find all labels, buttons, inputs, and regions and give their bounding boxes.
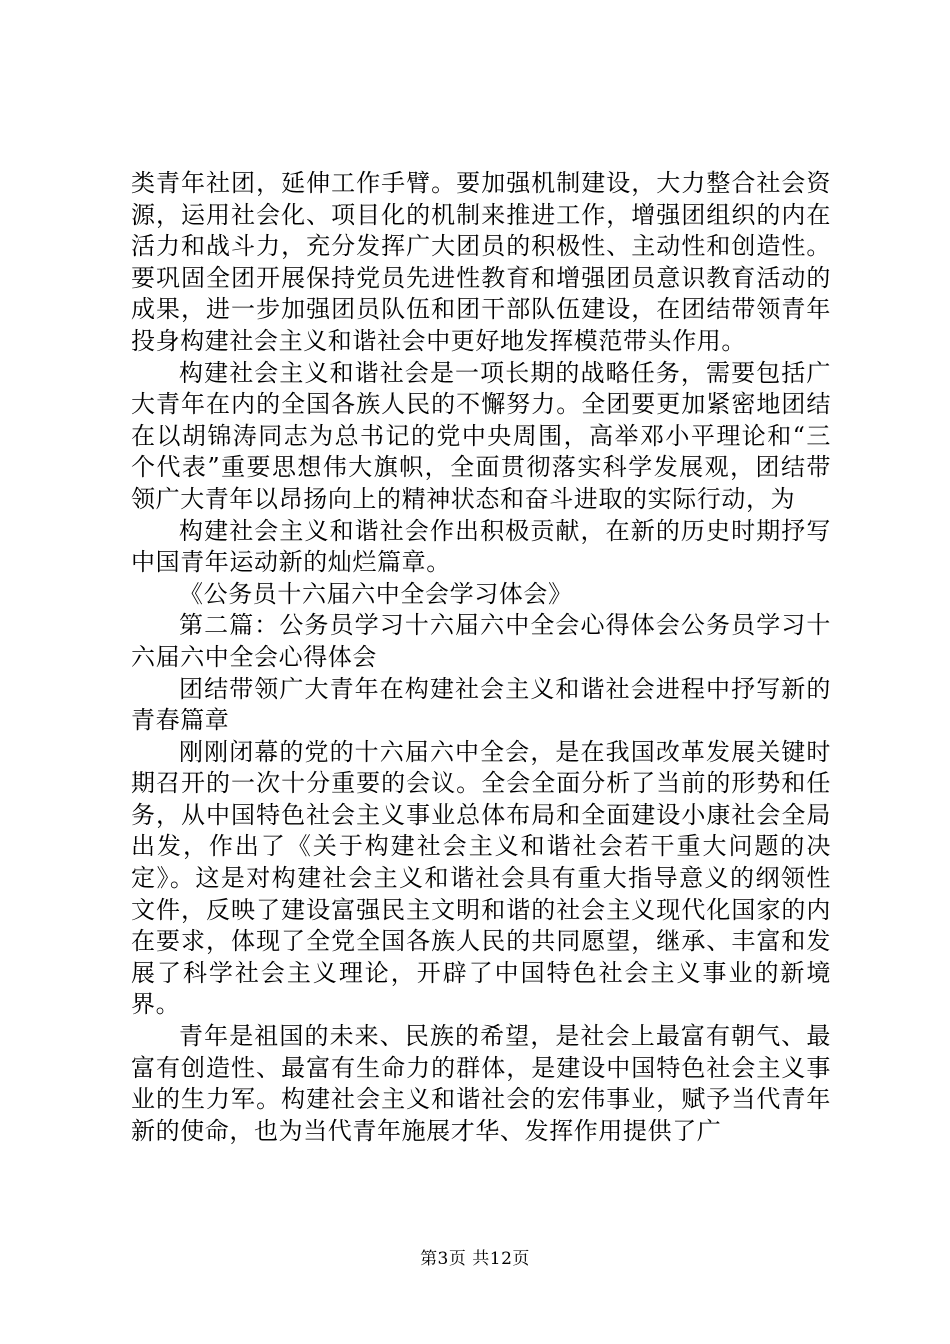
article-title: 《公务员十六届六中全会学习体会》 xyxy=(179,579,573,608)
paragraph: 刚刚闭幕的党的十六届六中全会，是在我国改革发展关键时期召开的一次十分重要的会议。全会全面分析了当前的形势和任务，从中国特色社会主义事业总体布局和全面建设小康社会全局出发，作出了《关于构建社会主义和谐社会若干重大问题的决定》。这是对构建社会主义和谐社会具有重大指导意义的纲领性文件，反映了建设富强民主文明和谐的社会主义现代化国家的内在要求，体现了全党全国各族人民的共同愿望，继承、丰富和发展了科学社会主义理论，开辟了中国特色社会主义事业的新境界。 xyxy=(131,737,831,1019)
document-body xyxy=(131,168,831,1147)
paragraph-continued: 类青年社团，延伸工作手臂。要加强机制建设，大力整合社会资源，运用社会化、项目化的机制来推进工作，增强团组织的内在活力和战斗力，充分发挥广大团员的积极性、主动性和创造性。要巩固全团开展保持党员先进性教育和增强团员意识教育活动的成果，进一步加强团员队伍和团干部队伍建设，在团结带领青年投身构建社会主义和谐社会中更好地发挥模范带头作用。 xyxy=(131,169,831,355)
page-number-footer: 第3页 共12页 xyxy=(420,1249,530,1269)
section-heading: 第二篇：公务员学习十六届六中全会心得体会公务员学习十六届六中全会心得体会 xyxy=(131,611,831,671)
paragraph: 青年是祖国的未来、民族的希望，是社会上最富有朝气、最富有创造性、最富有生命力的群体，是建设中国特色社会主义事业的生力军。构建社会主义和谐社会的宏伟事业，赋予当代青年新的使命，也为当代青年施展才华、发挥作用提供了广 xyxy=(131,1022,831,1145)
section-subtitle: 团结带领广大青年在构建社会主义和谐社会进程中抒写新的青春篇章 xyxy=(131,674,831,735)
paragraph: 构建社会主义和谐社会是一项长期的战略任务，需要包括广大青年在内的全国各族人民的不懈努力。全团要更加紧密地团结在以胡锦涛同志为总书记的党中央周围，高举邓小平理论和“三个代表”重要思想伟大旗帜，全面贯彻落实科学发展观，团结带领广大青年以昂扬向上的精神状态和奋斗进取的实际行动，为 xyxy=(131,358,831,513)
paragraph: 构建社会主义和谐社会作出积极贡献，在新的历史时期抒写中国青年运动新的灿烂篇章。 xyxy=(131,516,831,577)
